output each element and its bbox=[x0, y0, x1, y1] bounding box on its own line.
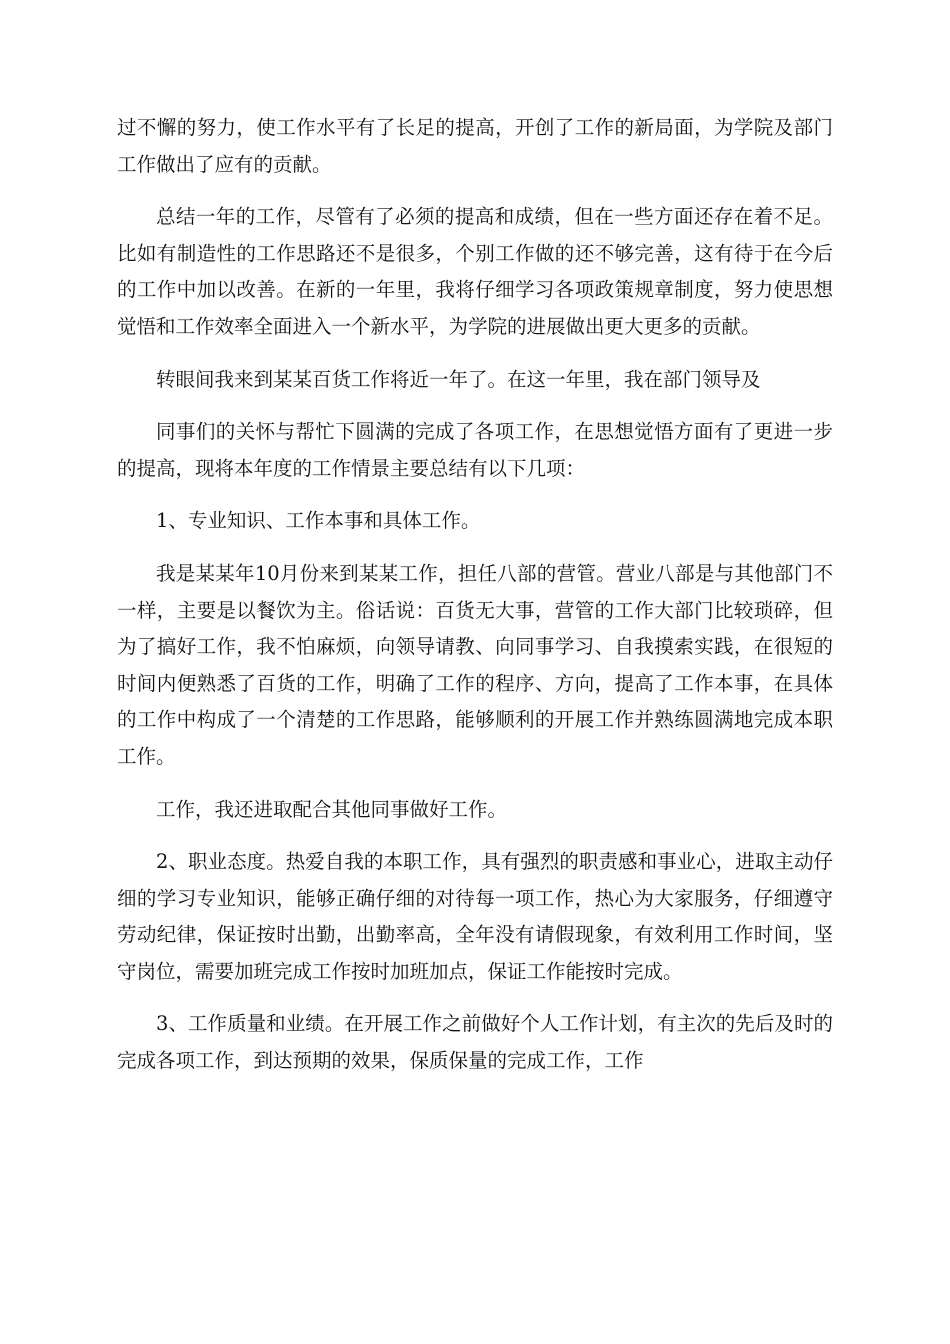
paragraph-work-detail: 我是某某年10月份来到某某工作，担任八部的营管。营业八部是与其他部门不一样，主要是以餐饮为主。俗话说：百货无大事，营管的工作大部门比较琐碎，但为了搞好工作，我不怕麻烦，向领导请教、向同事学习、自我摸索实践，在很短的时间内便熟悉了百货的工作，明确了工作的程序、方向，提高了工作本事，在具体的工作中构成了一个清楚的工作思路，能够顺利的开展工作并熟练圆满地完成本职工作。 bbox=[117, 561, 833, 768]
paragraph-intro: 转眼间我来到某某百货工作将近一年了。在这一年里，我在部门领导及 bbox=[156, 367, 761, 391]
paragraph-cooperation: 工作，我还进取配合其他同事做好工作。 bbox=[156, 797, 508, 821]
section-quality: 3、工作质量和业绩。在开展工作之前做好个人工作计划，有主次的先后及时的完成各项工作，到达预期的效果，保质保量的完成工作，工作 bbox=[117, 1012, 833, 1073]
paragraph-summary: 总结一年的工作，尽管有了必须的提高和成绩，但在一些方面还存在着不足。比如有制造性的工作思路还不是很多，个别工作做的还不够完善，这有待于在今后的工作中加以改善。在新的一年里，我将仔细学习各项政策规章制度，努力使思想觉悟和工作效率全面进入一个新水平，为学院的进展做出更大更多的贡献。 bbox=[117, 205, 833, 338]
section-heading-1: 1、专业知识、工作本事和具体工作。 bbox=[156, 509, 481, 533]
paragraph-continuation: 过不懈的努力，使工作水平有了长足的提高，开创了工作的新局面，为学院及部门工作做出了应有的贡献。 bbox=[117, 116, 833, 176]
section-attitude: 2、职业态度。热爱自我的本职工作，具有强烈的职责感和事业心，进取主动仔细的学习专业知识，能够正确仔细的对待每一项工作，热心为大家服务，仔细遵守劳动纪律，保证按时出勤，出勤率高，全年没有请假现象，有效利用工作时间，坚守岗位，需要加班完成工作按时加班加点，保证工作能按时完成。 bbox=[117, 850, 833, 983]
paragraph-intro-cont: 同事们的关怀与帮忙下圆满的完成了各项工作，在思想觉悟方面有了更进一步的提高，现将本年度的工作情景主要总结有以下几项： bbox=[117, 420, 833, 480]
document-body bbox=[117, 110, 833, 1096]
